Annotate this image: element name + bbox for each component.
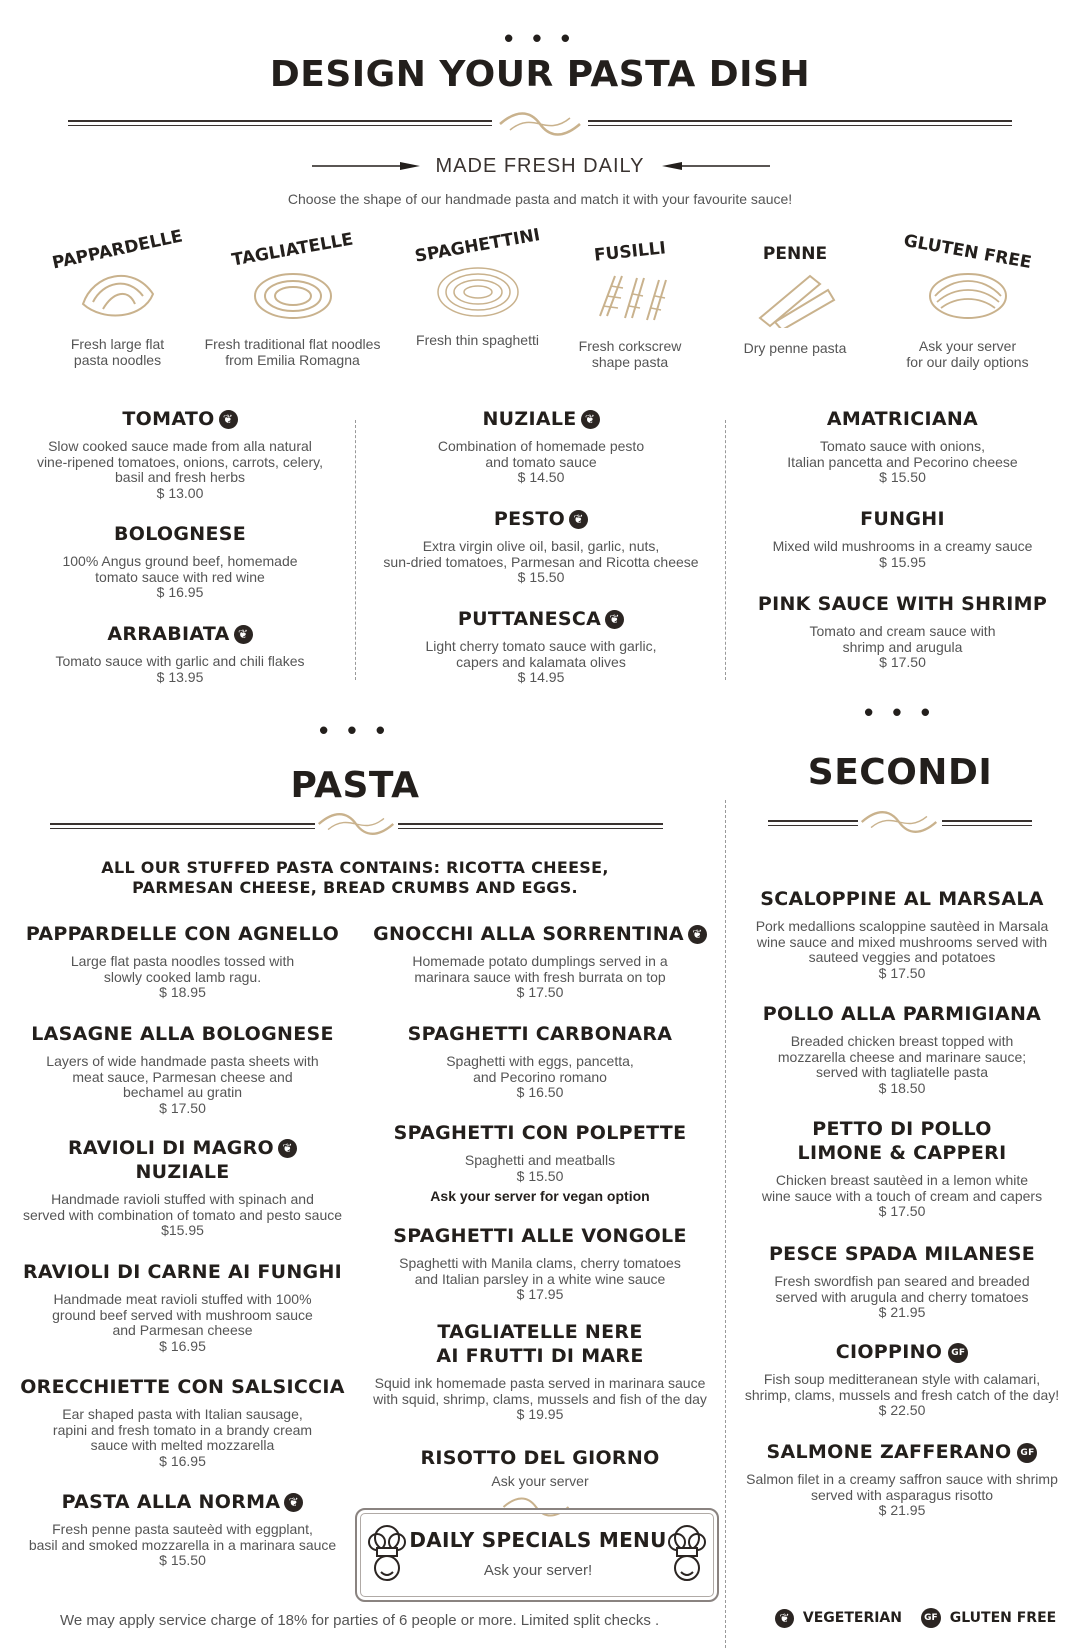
sauce-puttanesca xyxy=(360,607,722,686)
item-name: RISOTTO DEL GIORNO xyxy=(420,1447,660,1469)
legend-vegetarian: VEGETERIAN xyxy=(802,1610,902,1626)
shape-name: SPAGHETTINI xyxy=(413,225,542,267)
vegetarian-icon: ❦ xyxy=(688,925,707,944)
item-price: $ 13.95 xyxy=(156,668,204,685)
shape-name: GLUTEN FREE xyxy=(902,230,1033,274)
sauce-tomato xyxy=(10,407,350,501)
service-charge-note: We may apply service charge of 18% for parties of 6 people or more. Limited split checks . xyxy=(60,1612,660,1629)
pasta-vongole xyxy=(360,1224,720,1303)
vegetarian-icon: ❦ xyxy=(569,510,588,529)
item-desc: Chicken breast sautèed in a lemon white wine sauce with a touch of cream and capers xyxy=(761,1172,1043,1204)
pasta-lasagne xyxy=(10,1022,355,1116)
sauce-amatriciana xyxy=(735,407,1070,486)
daily-specials-title: DAILY SPECIALS MENU xyxy=(409,1528,667,1552)
item-name: PESCE SPADA MILANESE xyxy=(768,1243,1036,1265)
item-desc: Spaghetti and meatballs xyxy=(464,1152,616,1168)
item-name: SCALOPPINE AL MARSALA xyxy=(760,888,1044,910)
pasta-orecchiette xyxy=(10,1375,355,1469)
item-desc: Spaghetti with eggs, pancetta, and Pecorino romano xyxy=(446,1053,634,1085)
secondi-cioppino xyxy=(732,1340,1072,1419)
item-desc: Handmade ravioli stuffed with spinach and served with combination of tomato and pesto sauce xyxy=(22,1191,343,1223)
item-price: $ 17.50 xyxy=(878,964,926,981)
pasta-shape-tagliatelle xyxy=(195,230,390,368)
shape-desc: Fresh corkscrew shape pasta xyxy=(578,338,682,370)
item-name: RAVIOLI DI CARNE AI FUNGHI xyxy=(22,1261,343,1283)
item-name: BOLOGNESE xyxy=(113,523,247,545)
tagliatelle-icon xyxy=(248,264,338,324)
item-name: SPAGHETTI CON POLPETTE xyxy=(393,1122,687,1144)
pappardelle-icon xyxy=(73,264,163,324)
item-name: PAPPARDELLE CON AGNELLO xyxy=(25,923,340,945)
item-desc: Fish soup meditteranean style with calamari, shrimp, clams, mussels and fresh catch of the day! xyxy=(744,1371,1060,1403)
item-desc: Tomato and cream sauce with shrimp and arugula xyxy=(809,623,996,655)
note-line: ALL OUR STUFFED PASTA CONTAINS: RICOTTA CHEESE, xyxy=(101,858,609,877)
sauce-divider-2 xyxy=(725,420,726,680)
shape-desc: Ask your server for our daily options xyxy=(906,338,1029,370)
stuffed-pasta-note xyxy=(20,858,690,898)
decorative-dots: • • • xyxy=(864,697,936,727)
item-price: $15.95 xyxy=(161,1222,204,1238)
item-desc: Layers of wide handmade pasta sheets with meat sauce, Parmesan cheese and bechamel au gratin xyxy=(46,1053,319,1100)
item-desc: Ear shaped pasta with Italian sausage, rapini and fresh tomato in a brandy cream sauce with melted mozzarella xyxy=(52,1406,313,1453)
item-name-line2: NUZIALE xyxy=(135,1161,230,1183)
chef-icon xyxy=(365,1524,409,1588)
item-desc: 100% Angus ground beef, homemade tomato sauce with red wine xyxy=(62,553,298,585)
item-desc: Large flat pasta noodles tossed with slowly cooked lamb ragu. xyxy=(70,953,295,985)
pasta-alla-norma xyxy=(10,1490,355,1569)
shape-name: TAGLIATELLE xyxy=(230,229,355,271)
pasta-ravioli-carne xyxy=(10,1260,355,1354)
shape-name: FUSILLI xyxy=(593,238,667,266)
vegetarian-icon: ❦ xyxy=(284,1493,303,1512)
vegetarian-icon: ❦ xyxy=(775,1609,794,1628)
item-price: $ 15.50 xyxy=(879,469,926,485)
item-name-line2: LIMONE & CAPPERI xyxy=(797,1142,1007,1164)
sauce-pesto xyxy=(360,507,722,586)
item-name: LASAGNE ALLA BOLOGNESE xyxy=(31,1023,334,1045)
section-divider xyxy=(725,800,726,1648)
shape-desc: Fresh large flat pasta noodles xyxy=(70,336,165,368)
spaghettini-icon xyxy=(433,260,523,320)
item-name: ORECCHIETTE CON SALSICCIA xyxy=(20,1376,345,1398)
vegetarian-icon: ❦ xyxy=(219,410,238,429)
gluten-free-pasta-icon xyxy=(923,266,1013,326)
item-name: TOMATO xyxy=(122,408,215,430)
item-name: PUTTANESCA xyxy=(457,608,602,630)
item-name: CIOPPINO xyxy=(835,1341,943,1363)
secondi-salmone xyxy=(732,1440,1072,1519)
vegetarian-icon: ❦ xyxy=(278,1139,297,1158)
penne-icon xyxy=(750,268,840,328)
item-price: $ 17.50 xyxy=(878,1203,926,1219)
flourish-ornament xyxy=(496,108,584,140)
pasta-polpette xyxy=(360,1121,720,1204)
legend xyxy=(775,1608,1056,1628)
item-price: $ 21.95 xyxy=(878,1502,926,1518)
item-price: $ 14.50 xyxy=(517,469,565,485)
item-price: $ 21.95 xyxy=(878,1304,926,1320)
item-price: $ 15.95 xyxy=(879,553,926,570)
secondi-pollo-parmigiana xyxy=(732,1002,1072,1096)
pasta-gnocchi xyxy=(360,922,720,1001)
vegetarian-icon: ❦ xyxy=(605,610,624,629)
pasta-ravioli-magro xyxy=(10,1136,355,1239)
item-name: SPAGHETTI CARBONARA xyxy=(407,1023,673,1045)
gluten-free-icon: GF xyxy=(921,1608,941,1628)
item-desc: Tomato sauce with garlic and chili flakes xyxy=(55,653,305,669)
pasta-rule-left xyxy=(50,823,315,829)
item-desc: Salmon filet in a creamy saffron sauce with shrimp served with asparagus risotto xyxy=(746,1471,1058,1503)
item-name: SPAGHETTI ALLE VONGOLE xyxy=(393,1225,687,1247)
pasta-pappardelle-agnello xyxy=(10,922,355,1001)
subtitle: MADE FRESH DAILY xyxy=(435,155,645,177)
secondi-rule-right xyxy=(942,820,1032,826)
daily-specials-box xyxy=(355,1508,719,1602)
item-price: $ 17.50 xyxy=(516,984,564,1000)
chef-icon xyxy=(665,1524,709,1588)
subtitle-arrow-right xyxy=(660,160,770,172)
subtitle-arrow-left xyxy=(312,160,422,172)
item-name: AMATRICIANA xyxy=(826,408,979,430)
item-desc: Light cherry tomato sauce with garlic, capers and kalamata olives xyxy=(425,638,657,670)
item-price: $ 19.95 xyxy=(516,1406,564,1422)
flourish-ornament xyxy=(858,806,940,838)
daily-specials-subtitle: Ask your server! xyxy=(483,1562,593,1579)
item-price: $ 22.50 xyxy=(878,1402,926,1418)
item-price: $ 17.50 xyxy=(159,1099,206,1116)
item-name: FUNGHI xyxy=(860,508,945,530)
shape-desc: Dry penne pasta xyxy=(743,340,847,356)
item-price: $ 15.50 xyxy=(159,1552,206,1568)
shape-name: PAPPARDELLE xyxy=(50,226,185,274)
item-desc: Homemade potato dumplings served in a marinara sauce with fresh burrata on top xyxy=(412,953,668,985)
item-desc: Breaded chicken breast topped with mozzarella cheese and marinare sauce; served with tagliatelle pasta xyxy=(777,1033,1027,1080)
item-price: $ 17.50 xyxy=(879,654,926,670)
item-price: $ 16.50 xyxy=(516,1084,564,1100)
page-title: DESIGN YOUR PASTA DISH xyxy=(269,54,811,95)
legend-gluten-free: GLUTEN FREE xyxy=(949,1610,1057,1626)
item-name: POLLO ALLA PARMIGIANA xyxy=(762,1003,1042,1025)
gluten-free-icon: GF xyxy=(948,1343,968,1363)
vegetarian-icon: ❦ xyxy=(234,625,253,644)
item-desc: Tomato sauce with onions, Italian pancetta and Pecorino cheese xyxy=(787,438,1018,470)
decorative-dots: • • • xyxy=(319,715,391,745)
item-desc: Squid ink homemade pasta served in marinara sauce with squid, shrimp, clams, mussels and fish of the day xyxy=(373,1375,707,1407)
shape-name: PENNE xyxy=(762,244,828,264)
item-price: $ 18.95 xyxy=(159,984,206,1000)
item-desc: Slow cooked sauce made from alla natural vine-ripened tomatoes, onions, carrots, celery, basil and fresh herbs xyxy=(36,438,324,485)
item-desc: Mixed wild mushrooms in a creamy sauce xyxy=(772,538,1033,554)
item-name: GNOCCHI ALLA SORRENTINA xyxy=(373,923,684,945)
item-price: $ 16.95 xyxy=(156,584,204,600)
decorative-dots: • • • xyxy=(504,23,576,53)
secondi-section-title: SECONDI xyxy=(807,752,993,793)
item-price: $ 13.00 xyxy=(156,484,204,501)
item-desc: Extra virgin olive oil, basil, garlic, nuts, sun-dried tomatoes, Parmesan and Ricotta cheese xyxy=(383,538,699,570)
item-name: RAVIOLI DI MAGRO xyxy=(67,1137,274,1159)
secondi-petto-di-pollo xyxy=(732,1117,1072,1220)
item-name: ARRABIATA xyxy=(107,623,230,645)
item-desc: Pork medallions scaloppine sautèed in Marsala wine sauce and mixed mushrooms served with sauteed veggies and potatoes xyxy=(755,918,1049,965)
shape-desc: Fresh thin spaghetti xyxy=(416,332,539,348)
item-name: PINK SAUCE WITH SHRIMP xyxy=(757,593,1048,615)
secondi-rule-left xyxy=(768,820,858,826)
item-price: $ 16.95 xyxy=(159,1452,206,1469)
vegetarian-icon: ❦ xyxy=(581,410,600,429)
pasta-carbonara xyxy=(360,1022,720,1101)
shape-desc: Fresh traditional flat noodles from Emilia Romagna xyxy=(204,336,381,368)
fusilli-icon xyxy=(585,266,675,326)
secondi-pesce-spada xyxy=(732,1242,1072,1321)
intro-text: Choose the shape of our handmade pasta and match it with your favourite sauce! xyxy=(287,191,793,207)
item-name-line2: AI FRUTTI DI MARE xyxy=(436,1345,644,1367)
sauce-pink-shrimp xyxy=(735,592,1070,671)
item-name: SALMONE ZAFFERANO xyxy=(766,1441,1012,1463)
item-price: $ 17.95 xyxy=(516,1286,564,1302)
title-rule-right xyxy=(588,120,1012,126)
sauce-nuziale xyxy=(360,407,722,486)
item-price: $ 15.50 xyxy=(516,1167,564,1184)
secondi-scaloppine xyxy=(732,887,1072,981)
item-desc: Handmade meat ravioli stuffed with 100% ground beef served with mushroom sauce and Parmesan cheese xyxy=(52,1291,313,1338)
item-name: NUZIALE xyxy=(482,408,577,430)
vegan-option-note: Ask your server for vegan option xyxy=(430,1188,650,1204)
pasta-shape-pappardelle xyxy=(40,226,195,368)
sauce-bolognese xyxy=(10,522,350,601)
pasta-shape-spaghettini xyxy=(395,225,560,349)
note-line: PARMESAN CHEESE, BREAD CRUMBS AND EGGS. xyxy=(132,878,578,897)
item-name: PESTO xyxy=(493,508,566,530)
pasta-shape-gluten-free xyxy=(880,230,1055,370)
item-price: $ 18.50 xyxy=(878,1079,926,1096)
item-name: TAGLIATELLE NERE xyxy=(437,1321,643,1343)
flourish-ornament xyxy=(315,808,397,840)
gluten-free-icon: GF xyxy=(1017,1443,1037,1463)
item-desc: Spaghetti with Manila clams, cherry tomatoes and Italian parsley in a white wine sauce xyxy=(399,1255,681,1287)
pasta-risotto xyxy=(360,1446,720,1490)
sauce-funghi xyxy=(735,507,1070,570)
pasta-rule-right xyxy=(398,823,663,829)
item-desc: Combination of homemade pesto and tomato sauce xyxy=(437,438,645,470)
pasta-shape-fusilli xyxy=(560,230,700,370)
pasta-section-title: PASTA xyxy=(290,765,420,806)
sauce-divider-1 xyxy=(355,420,356,680)
sauce-arrabiata xyxy=(10,622,350,685)
pasta-tagliatelle-nere xyxy=(360,1320,720,1423)
item-price: $ 14.95 xyxy=(517,669,565,685)
title-rule-left xyxy=(68,120,492,126)
pasta-shape-penne xyxy=(720,230,870,357)
item-name: PASTA ALLA NORMA xyxy=(61,1491,281,1513)
item-desc: Fresh swordfish pan seared and breaded served with arugula and cherry tomatoes xyxy=(774,1273,1030,1305)
item-desc: Fresh penne pasta sauteèd with eggplant, basil and smoked mozzarella in a marinara sauce xyxy=(28,1521,337,1553)
item-desc: Ask your server xyxy=(491,1473,589,1489)
item-price: $ 15.50 xyxy=(517,569,565,585)
item-price: $ 16.95 xyxy=(159,1337,206,1354)
item-name: PETTO DI POLLO xyxy=(812,1118,992,1140)
